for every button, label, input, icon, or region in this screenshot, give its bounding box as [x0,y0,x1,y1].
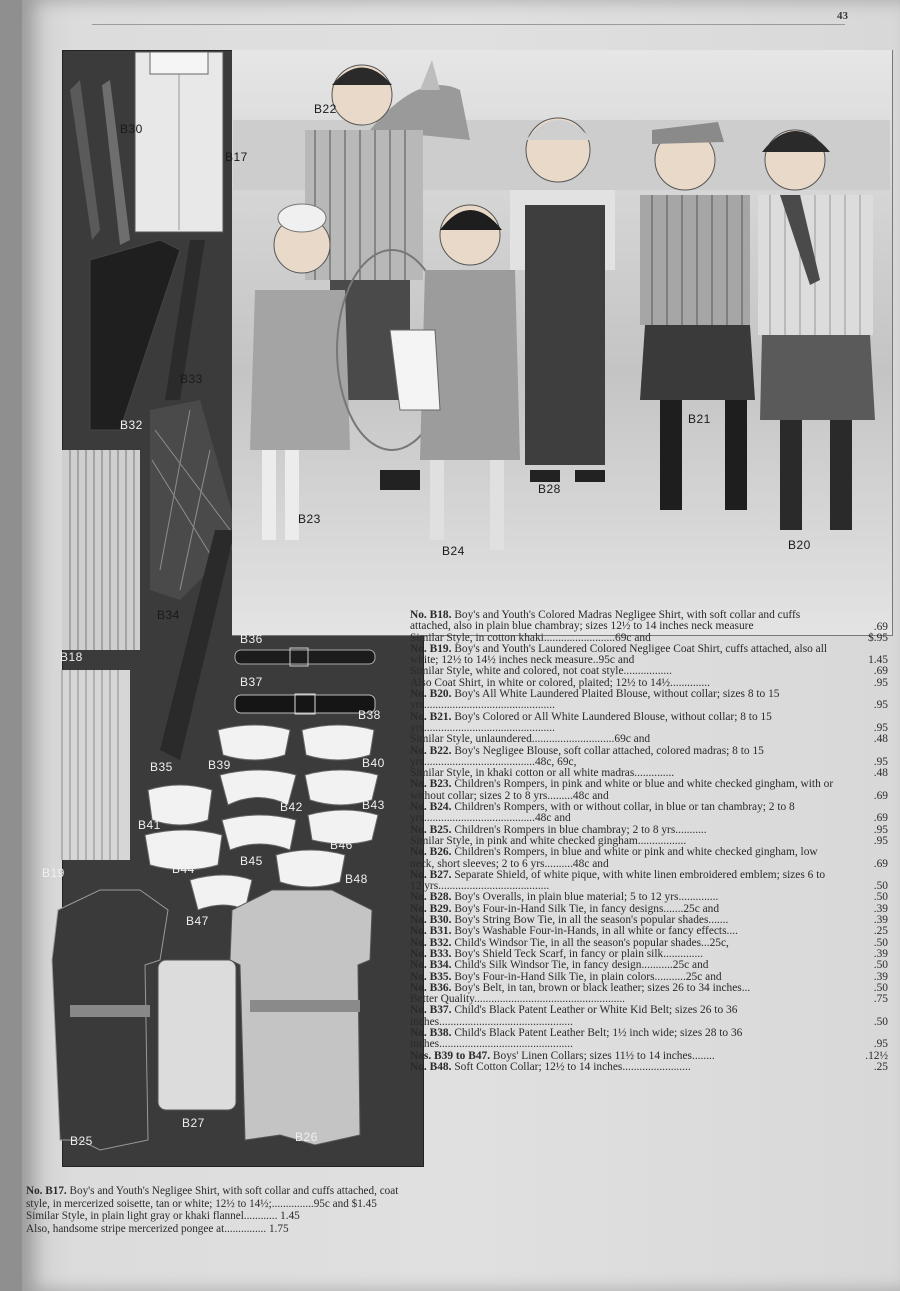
catalog-entry: No. B20. Boy's All White Laundered Plaited Blouse, without collar; sizes 8 to 15 yrs.............................................. .95 [410,688,888,712]
catalog-entry: No. B28. Boy's Overalls, in plain blue material; 5 to 12 yrs.............. .50 [410,891,888,904]
label-b18: B18 [60,650,83,664]
catalog-entry: Similar Style, white and colored, not coat style................. .69 [410,665,888,678]
label-b19: B19 [42,866,65,880]
label-b26: B26 [295,1130,318,1144]
collar-b40-art [302,725,374,760]
collar-b48-art [276,850,345,887]
label-b39: B39 [208,758,231,772]
catalog-entry: No. B19. Boy's and Youth's Laundered Colored Negligee Coat Shirt, cuffs attached, also all white; 12½ to 14½ inches neck measure..95c and 1.45 [410,642,888,667]
collar-b45-art [222,815,296,850]
label-b37: B37 [240,675,263,689]
shirt-b19-art [55,670,130,860]
catalog-entry: Also, handsome stripe mercerized pongee at............... 1.75 [26,1222,289,1235]
shield-b27-art [158,960,236,1110]
label-b43: B43 [362,798,385,812]
catalog-entry: No. B27. Separate Shield, of white pique, with white linen embroidered emblem; sizes 6 to 12 yrs....................................... .50 [410,868,888,893]
catalog-entry: Similar Style, in plain light gray or khaki flannel............ 1.45 [26,1210,300,1222]
catalog-entry: Similar Style, in cotton khaki.........................69c and $.95 [410,631,888,644]
catalog-entry: No. B32. Child's Windsor Tie, in all the season's popular shades...25c, .50 [410,936,888,949]
label-b24: B24 [442,544,465,558]
catalog-entry: No. B21. Boy's Colored or All White Laundered Blouse, without collar; 8 to 15 yrs.............................................. .95 [410,710,888,734]
catalog-entry: No. B23. Children's Rompers, in pink and white or blue and white checked gingham, with or without collar; sizes 2 to 8 yrs.........48c and .69 [410,778,888,802]
label-b27: B27 [182,1116,205,1130]
label-b46: B46 [330,838,353,852]
label-b36: B36 [240,632,263,646]
label-b48: B48 [345,872,368,886]
catalog-entry: No. B35. Boy's Four-in-Hand Silk Tie, in plain colors...........25c and .39 [410,970,888,983]
label-b20: B20 [788,538,811,552]
label-b44: B44 [172,862,195,876]
label-b45: B45 [240,854,263,868]
label-b28: B28 [538,482,561,496]
label-b35: B35 [150,760,173,774]
catalog-entry: No. B26. Children's Rompers, in blue and white or pink and white checked gingham, low neck, short sleeves; 2 to 6 yrs..........48c and .69 [410,846,888,870]
catalog-entry: No. B17. Boy's and Youth's Negligee Shirt, with soft collar and cuffs attached, coat style, in mercerized soisette, tan or white; 12½ to 14½;...............95c and $1.45 [26,1185,399,1210]
label-b41: B41 [138,818,161,832]
catalog-entry: Better Quality..................................................... .75 [410,993,888,1006]
catalog-entry: Nos. B39 to B47. Boys' Linen Collars; sizes 11½ to 14 inches........ .12½ [410,1049,888,1062]
catalog-entry: Similar Style, in pink and white checked gingham................. .95 [410,834,888,847]
catalog-entry: No. B34. Child's Silk Windsor Tie, in fancy design...........25c and .50 [410,959,888,972]
catalog-entry: Similar Style, in khaki cotton or all white madras.............. .48 [410,767,888,780]
label-b38: B38 [358,708,381,722]
catalog-entry: No. B38. Child's Black Patent Leather Belt; 1½ inch wide; sizes 28 to 36 inches............................................... .95 [410,1026,888,1051]
label-b32: B32 [120,418,143,432]
catalog-entry: No. B18. Boy's and Youth's Colored Madras Negligee Shirt, with soft collar and cuffs attached, also in plain blue chambray; sizes 12½ to 14 inches neck measure [410,609,801,633]
belt-b38-art [235,695,375,713]
catalog-entry: No. B37. Child's Black Patent Leather or White Kid Belt; sizes 26 to 36 inches............................................... .50 [410,1004,888,1028]
label-b33: B33 [180,372,203,386]
romper-b26-art [230,890,372,1145]
catalog-entry: No. B31. Boy's Washable Four-in-Hands, in all white or fancy effects.... .25 [410,925,888,938]
label-b22: B22 [314,102,337,116]
label-b23: B23 [298,512,321,526]
children-scene-art [40,30,890,650]
label-b21: B21 [688,412,711,426]
catalog-entry: No. B33. Boy's Shield Teck Scarf, in fancy or plain silk.............. .39 [410,947,888,960]
catalog-entry: No. B25. Children's Rompers in blue chambray; 2 to 8 yrs........... .95 [410,823,888,836]
catalog-entry: No. B24. Children's Rompers, with or without collar, in blue or tan chambray; 2 to 8 yrs.......................................48c and .69 [410,801,888,825]
catalog-entry: No. B36. Boy's Belt, in tan, brown or black leather; sizes 26 to 34 inches... .50 [410,981,888,994]
label-b40: B40 [362,756,385,770]
label-b34: B34 [157,608,180,622]
label-b42: B42 [280,800,303,814]
catalog-entry: No. B30. Boy's String Bow Tie, in all the season's popular shades....... .39 [410,914,888,927]
label-b17: B17 [225,150,248,164]
page-number: 43 [837,10,848,22]
label-b30: B30 [120,122,143,136]
catalog-entry: No. B22. Boy's Negligee Blouse, soft collar attached, colored madras; 8 to 15 yrs.......................................48c, 69c, .95 [410,744,888,768]
collar-b39-art [218,725,290,760]
catalog-entry: Also Coat Shirt, in white or colored, plaited; 12½ to 14½.............. .95 [410,676,888,689]
romper-b25-art [52,890,168,1150]
catalog-entry: No. B48. Soft Cotton Collar; 12½ to 14 inches........................ .25 [410,1060,888,1073]
b17-entries [26,1185,406,1235]
header-rule [92,24,845,25]
catalog-entry: Similar Style, unlaundered.............................69c and .48 [410,733,888,746]
catalog-page [22,0,900,1291]
belt-b37-art [235,650,375,664]
catalog-entry: No. B29. Boy's Four-in-Hand Silk Tie, in fancy designs.......25c and .39 [410,902,888,915]
label-b25: B25 [70,1134,93,1148]
catalog-entries: No. B18. Boy's and Youth's Colored Madras Negligee Shirt, with soft collar and cuffs attached, also in plain blue chambray; sizes 12½ to 14 inches neck measure Similar Style, in cotton khaki.........................69c and $.95 .69 No. B19. Boy's and Youth's Laundered Colored Negligee Coat Shirt, cuffs attached, also all white; 12½ to 14½ inches neck measure..95c and 1.45 Similar Style, white and colored, not coat style................. .69 Also Coat Shirt, in white or colored, plaited; 12½ to 14½.............. .95 No. B20. Boy's All White Laundered Plaited Blouse, without collar; sizes 8 to 15 yrs.............................................. .95 No. B21. Boy's Colored or All White Laundered Blouse, without collar; 8 to 15 yrs.............................................. .95 Similar Style, unlaundered.............................69c and .48 No. B22. Boy's Negligee Blouse, soft collar attached, colored madras; 8 to 15 yrs.......................................48c, 69c, .95 Similar Style, in khaki cotton or all white madras.............. .48 No. B23. Children's Rompers, in pink and white or blue and white checked gingham, with or without collar; sizes 2 to 8 yrs.........48c and .69 No. B24. Children's Rompers, with or without collar, in blue or tan chambray; 2 to 8 yrs.......................................48c and .69 No. B25. Children's Rompers in blue chambray; 2 to 8 yrs........... .95 Similar Style, in pink and white checked gingham................. .95 No. B26. Children's Rompers, in blue and white or pink and white checked gingham, low neck, short sleeves; 2 to 6 yrs..........48c and .69 No. B27. Separate Shield, of white pique, with white linen embroidered emblem; sizes 6 to 12 yrs....................................... .50 No. B28. Boy's Overalls, in plain blue material; 5 to 12 yrs.............. .50 No. B29. Boy's Four-in-Hand Silk Tie, in fancy designs.......25c and .39 No. B30. Boy's String Bow Tie, in all the season's popular shades....... .39 No. B31. Boy's Washable Four-in-Hands, in all white or fancy effects.... .25 No. B32. Child's Windsor Tie, in all the season's popular shades...25c, .50 No. B33. Boy's Shield Teck Scarf, in fancy or plain silk.............. .39 No. B34. Child's Silk Windsor Tie, in fancy design...........25c and .50 No. B35. Boy's Four-in-Hand Silk Tie, in plain colors...........25c and .39 No. B36. Boy's Belt, in tan, brown or black leather; sizes 26 to 34 inches... .50 Better Quality..................................................... .75 No. B37. Child's Black Patent Leather or White Kid Belt; sizes 26 to 36 inches............................................... .50 No. B38. Child's Black Patent Leather Belt; 1½ inch wide; sizes 28 to 36 inches............................................... .95 Nos. B39 to B47. Boys' Linen Collars; sizes 11½ to 14 inches........ .12½ No. B48. Soft Cotton Collar; 12½ to 14 inches........................ .25 [410,609,888,1073]
label-b47: B47 [186,914,209,928]
